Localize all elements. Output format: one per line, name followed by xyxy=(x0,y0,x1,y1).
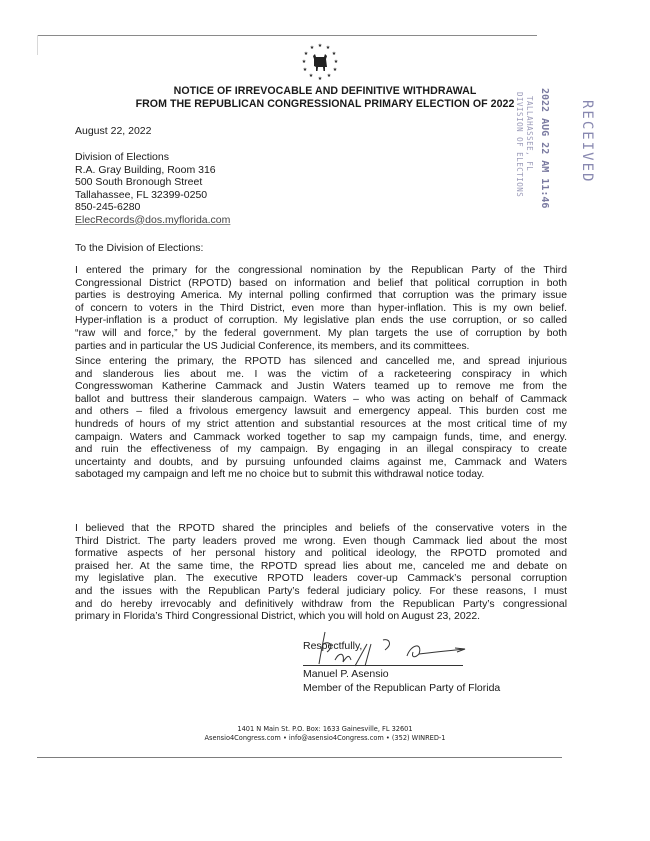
paragraph-line: I entered the primary for the congressional nomination by the Republican Party of the Third xyxy=(75,265,567,276)
svg-text:★: ★ xyxy=(317,76,323,82)
svg-text:★: ★ xyxy=(301,59,307,65)
paragraph-line: Congressional District (RPOTD) based on information and belief that political corruption in both xyxy=(75,277,567,289)
paragraph-line: of concern to voters in the Third District, even more than hyper-inflation. This is my own belief. xyxy=(75,302,567,314)
signature-icon xyxy=(305,630,555,670)
recipient-email-link[interactable]: ElecRecords@dos.myflorida.com xyxy=(75,213,231,226)
recipient-name: Division of Elections xyxy=(75,151,169,163)
bull-logo-icon xyxy=(298,40,342,84)
recipient-city: Tallahassee, FL 32399-0250 xyxy=(75,188,208,201)
paragraph-line: hundreds of hours of my strict attention and substantial resources at the most critical time of my xyxy=(75,418,567,430)
paragraph-1 xyxy=(75,265,567,353)
paragraph-line: primary in Florida’s Third Congressional District, which you will hold on August 23, 2022. xyxy=(75,611,481,623)
closing: Respectfully, xyxy=(303,640,363,652)
paragraph-line: Since entering the primary, the RPOTD has silenced and cancelled me, and spread injurious xyxy=(75,356,567,367)
svg-text:★: ★ xyxy=(325,45,331,51)
stamp-division: DIVISION OF ELECTIONS xyxy=(515,92,524,198)
paragraph-line: my legislative plan. The executive RPOTD leaders cover-up Cammack’s personal corruption xyxy=(75,573,567,585)
svg-text:★: ★ xyxy=(326,73,332,79)
paragraph-line: and the issues with the Republican Party’s federal judiciary policy. For these reasons, I must xyxy=(75,585,567,597)
paragraph-line: and ruin the effectiveness of my campaign. By engaging in an illegal conspiracy to create xyxy=(75,444,567,456)
paragraph-2 xyxy=(75,356,567,482)
paragraph-line: parties and in particular the US Judicial Conference, its members, and its committees. xyxy=(75,340,470,352)
paragraph-line: praised her. At the same time, the RPOTD spread lies about me, canceled me and debate on xyxy=(75,560,567,572)
recipient-building: R.A. Gray Building, Room 316 xyxy=(75,163,216,176)
paragraph-line: campaign. Waters and Cammack worked together to sap my campaign funds, time, and energy. xyxy=(75,431,567,443)
stamp-received: RECEIVED xyxy=(579,100,595,184)
svg-text:★: ★ xyxy=(309,45,315,51)
left-margin-rule xyxy=(37,35,38,55)
recipient-address xyxy=(75,151,230,226)
svg-text:★: ★ xyxy=(308,73,314,79)
signer-title: Member of the Republican Party of Florida xyxy=(303,681,501,694)
paragraph-line: Third District. The party leaders proved me wrong. Even though Cammack lied about the most xyxy=(75,535,567,547)
title-line-2: FROM THE REPUBLICAN CONGRESSIONAL PRIMARY ELECTION OF 2022 xyxy=(135,98,515,110)
letter-date: August 22, 2022 xyxy=(75,125,152,137)
paragraph-3 xyxy=(75,523,567,624)
paragraph-line: “raw will and force,” by the federal government. My plan targets the use of corruption by both xyxy=(75,327,567,339)
document-title xyxy=(100,85,550,111)
paragraph-line: ballot and buttress their slanderous campaign. Waters – who was acting on behalf of Cammack xyxy=(75,393,567,405)
recipient-phone: 850-245-6280 xyxy=(75,201,141,213)
paragraph-line: parties is destroying America. My internal polling confirmed that corruption was the primary issue xyxy=(75,290,567,302)
stamp-city: TALLAHASSEE, FL xyxy=(525,96,534,172)
paragraph-line: uncertainty and doubts, and by pursuing unfounded claims against me, Cammack and Waters xyxy=(75,456,567,468)
svg-text:★: ★ xyxy=(303,51,309,57)
signer-block xyxy=(303,668,500,695)
paragraph-line: and others – filed a frivolous emergency lawsuit and emergency appeal. This burden cost me xyxy=(75,406,567,418)
paragraph-line: formative aspects of her personal history and political ideology, the RPOTD promoted and xyxy=(75,548,567,560)
svg-text:★: ★ xyxy=(317,43,323,49)
paragraph-line: Hyper-inflation is a product of corruption. My legislative plan ends the use corruption, or so called xyxy=(75,315,567,327)
salutation: To the Division of Elections: xyxy=(75,242,204,254)
signer-name: Manuel P. Asensio xyxy=(303,668,389,680)
footer-contact: Asensio4Congress.com • info@asensio4Congress.com • (352) WINRED-1 xyxy=(204,734,446,742)
letterhead-footer xyxy=(140,725,510,743)
paragraph-line: I believed that the RPOTD shared the principles and beliefs of the conservative voters in the xyxy=(75,523,567,534)
bottom-rule xyxy=(37,757,562,758)
svg-text:★: ★ xyxy=(331,51,337,57)
paragraph-line: and do hereby irrevocably and definitively withdraw from the Republican Party’s congressional xyxy=(75,598,567,610)
stamp-timestamp: 2022 AUG 22 AM 11:46 xyxy=(539,88,550,209)
svg-text:★: ★ xyxy=(333,59,339,65)
footer-address: 1401 N Main St. P.O. Box: 1633 Gainesville, FL 32601 xyxy=(237,725,413,733)
svg-text:★: ★ xyxy=(332,67,338,73)
recipient-street: 500 South Bronough Street xyxy=(75,176,203,188)
svg-text:★: ★ xyxy=(302,67,308,73)
title-line-1: NOTICE OF IRREVOCABLE AND DEFINITIVE WITHDRAWAL xyxy=(173,85,477,97)
paragraph-line: Congresswoman Katherine Cammack and Justin Waters teamed up to remove me from the xyxy=(75,381,567,393)
paragraph-line: and slanderous lies about me. I was the victim of a racketeering conspiracy in which xyxy=(75,368,567,380)
top-rule xyxy=(37,35,537,36)
paragraph-line: sabotaged my campaign and left me no choice but to submit this withdrawal notice today. xyxy=(75,469,485,481)
signature-line xyxy=(303,665,463,666)
